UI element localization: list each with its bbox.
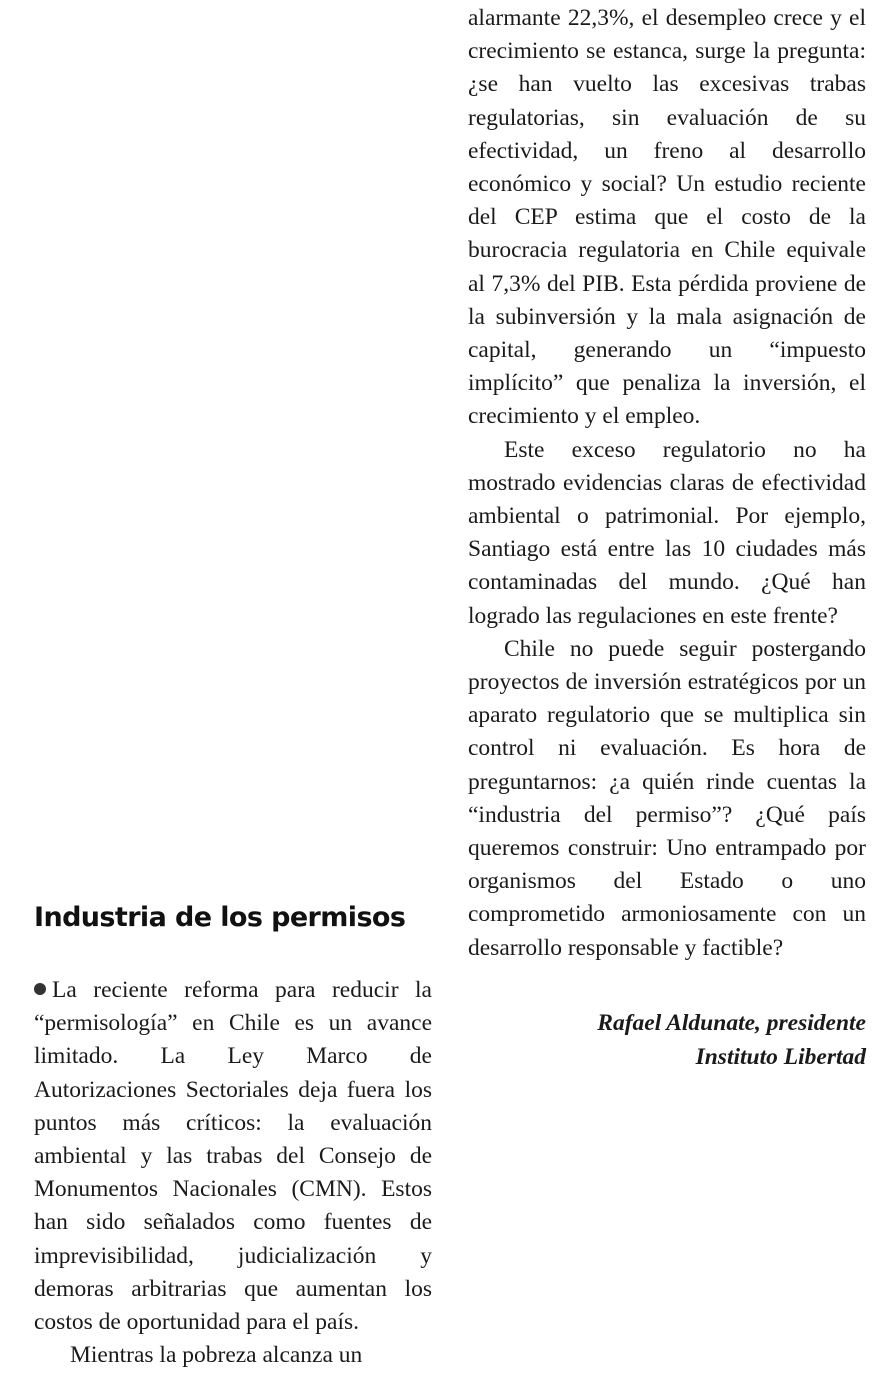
paragraph-1-text: La reciente reforma para reducir la “permisología” en Chile es un avance limitado. La Ley Marco de Autorizaciones Sectoriales deja fuera los puntos más críticos: la evaluación ambiental y las trabas del Consejo de Monumentos Nacionales (CMN). Estos han sido señalados como fuentes de imprevisibilidad, judicialización y demoras arbitrarias que aumentan los costos de oportunidad para el país. (34, 977, 432, 1336)
paragraph-1 (34, 974, 432, 1339)
left-column (34, 974, 432, 1372)
paragraph-2-start: Mientras la pobreza alcanza un (70, 1342, 363, 1369)
bullet-icon (34, 983, 46, 995)
paragraph-3: Este exceso regulatorio no ha mostrado evidencias claras de efectividad ambiental o patrimonial. Por ejemplo, Santiago está entre las 10 ciudades más contaminadas del mundo. ¿Qué han logrado las regulaciones en este frente? (468, 436, 866, 629)
author-organization: Instituto Libertad (695, 1044, 866, 1070)
letter-headline: Industria de los permisos (34, 902, 406, 933)
author-name: Rafael Aldunate, presidente (597, 1010, 866, 1036)
paragraph-2-continuation: alarmante 22,3%, el desempleo crece y el crecimiento se estanca, surge la pregunta: ¿se han vuelto las excesivas trabas regulatorias, sin evaluación de su efectividad, un freno al desarrollo económico y social? Un estudio reciente del CEP estima que el costo de la burocracia regulatoria en Chile equivale al 7,3% del PIB. Esta pérdida proviene de la subinversión y la mala asignación de capital, generando un “impuesto implícito” que penaliza la inversión, el crecimiento y el empleo. (468, 5, 866, 430)
paragraph-4: Chile no puede seguir postergando proyectos de inversión estratégicos por un aparato regulatorio que se multiplica sin control ni evaluación. Es hora de preguntarnos: ¿a quién rinde cuentas la “industria del permiso”? ¿Qué país queremos construir: Uno entrampado por organismos del Estado o uno comprometido armoniosamente con un desarrollo responsable y factible? (468, 635, 866, 961)
right-column (468, 2, 866, 965)
author-signature (468, 1006, 866, 1074)
